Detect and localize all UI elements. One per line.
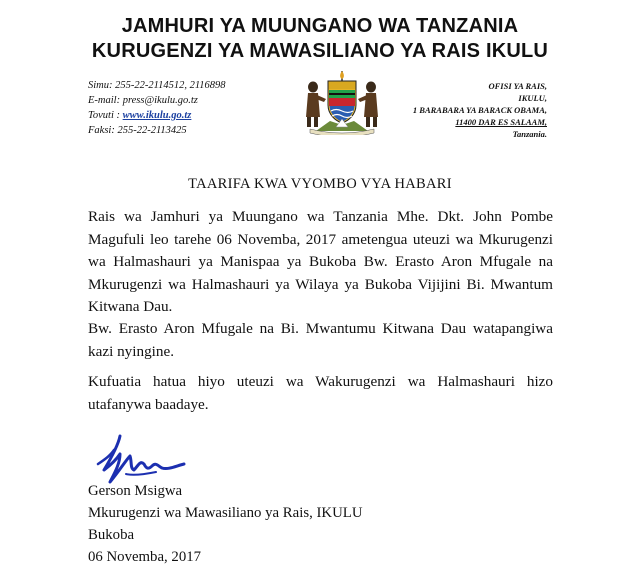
paragraph-3: Kufuatia hatua hiyo uteuzi wa Wakurugenzi wa Halmashauri hizo utafanywa baadaye. (88, 373, 553, 413)
letterhead-line-1: JAMHURI YA MUUNGANO WA TANZANIA (121, 15, 519, 37)
address-line-1: OFISI YA RAIS, (488, 81, 547, 91)
contact-block (88, 78, 226, 138)
address-line-5: Tanzania. (512, 129, 547, 139)
contact-fax: Faksi: 255-22-2113425 (88, 125, 187, 136)
address-block (413, 80, 547, 140)
issue-date: 06 Novemba, 2017 (88, 549, 202, 565)
closing-block (88, 480, 363, 568)
contact-phone: Simu: 255-22-2114512, 2116898 (88, 80, 226, 91)
signature-image (90, 430, 190, 486)
signatory-position: Mkurugenzi wa Mawasiliano ya Rais, IKULU (88, 505, 363, 521)
signatory-name: Gerson Msigwa (88, 483, 183, 499)
contact-website (88, 108, 226, 123)
contact-email: E-mail: press@ikulu.go.tz (88, 95, 198, 106)
paragraph-1: Rais wa Jamhuri ya Muungano wa Tanzania Mhe. Dkt. John Pombe Magufuli leo tarehe 06 Novemba, 2017 ametengua uteuzi wa Mkurugenzi wa Halmashauri ya Manispaa ya Bukoba Bw. Erasto Aron Mfugale na Mkurugenzi wa Halmashauri ya Wilaya ya Bukoba Vijijini Bi. Mwantum Kitwana Dau. (88, 208, 553, 315)
coat-of-arms-icon (300, 69, 384, 135)
address-line-2: IKULU, (518, 93, 547, 103)
website-link[interactable]: www.ikulu.go.tz (122, 110, 192, 121)
address-line-3: 1 BARABARA YA BARACK OBAMA, (412, 105, 547, 115)
issue-place: Bukoba (88, 527, 135, 543)
address-line-4: 11400 DAR ES SALAAM, (455, 117, 547, 127)
document-title: TAARIFA KWA VYOMBO VYA HABARI (188, 176, 452, 192)
paragraph-2: Bw. Erasto Aron Mfugale na Bi. Mwantumu Kitwana Dau watapangiwa kazi nyingine. (88, 320, 553, 360)
website-label: Tovuti : (88, 110, 123, 121)
letterhead-line-2: KURUGENZI YA MAWASILIANO YA RAIS IKULU (91, 40, 549, 62)
